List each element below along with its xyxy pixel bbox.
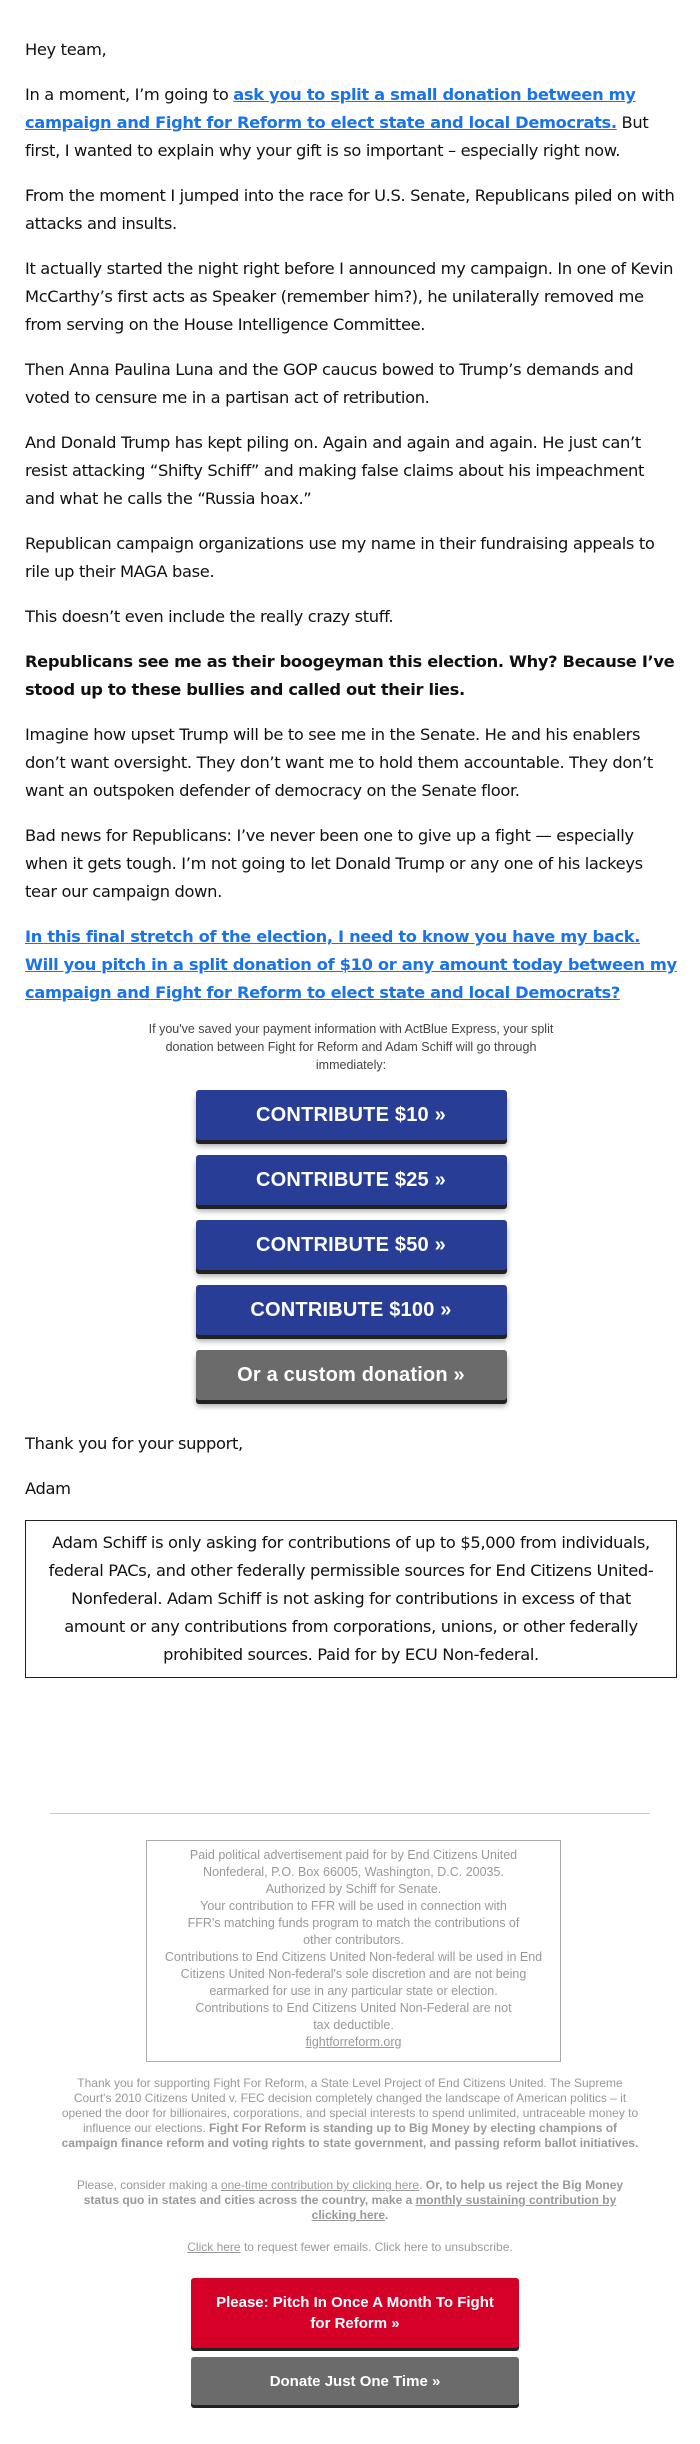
fewer-emails-link[interactable]: Click here xyxy=(187,2240,241,2254)
paragraph-intro: In a moment, I’m going to ask you to split a small donation between my campaign and Fight for Reform to elect state and local Democrats. But first, I wanted to explain why your gift is so important – especially right now. xyxy=(25,85,649,160)
signature: Adam xyxy=(25,1479,71,1498)
monthly-donation-button[interactable]: Please: Pitch In Once A Month To Fight for Reform » xyxy=(191,2278,519,2348)
signoff: Thank you for your support, xyxy=(25,1434,243,1453)
paragraph: This doesn’t even include the really crazy stuff. xyxy=(25,607,394,626)
paragraph: It actually started the night right before I announced my campaign. In one of Kevin McCarthy’s first acts as Speaker (remember him?), he unilaterally removed me from serving on the House Intelligence Committee. xyxy=(25,259,674,334)
consider-paragraph: Please, consider making a one-time contribution by clicking here. Or, to help us reject the Big Money status quo in states and cities across the country, make a monthly sustaining contribution by clicking here. xyxy=(76,2178,624,2222)
contribute-50-button[interactable]: CONTRIBUTE $50 » xyxy=(196,1220,507,1270)
about-paragraph: Thank you for supporting Fight For Reform, a State Level Project of End Citizens United. The Supreme Court's 2010 Citizens United v. FEC decision completely changed the landscape of American politics – it opened the door for billionaires, corporations, and special interests to spend unlimited, untraceable money to influence our elections. Fight For Reform is standing up to Big Money by electing champions of campaign finance reform and voting rights to state government, and passing reform ballot initiatives. xyxy=(61,2076,639,2150)
actblue-express-note: If you've saved your payment information with ActBlue Express, your split donation between Fight for Reform and Adam Schiff will go through immediately: xyxy=(148,1022,554,1072)
site-link[interactable]: fightforreform.org xyxy=(305,2035,402,2049)
unsubscribe-line: Click here to request fewer emails. Click here to unsubscribe. xyxy=(187,2240,513,2254)
paragraph: Republican campaign organizations use my name in their fundraising appeals to rile up their MAGA base. xyxy=(25,534,655,581)
one-time-contribution-link[interactable]: one-time contribution by clicking here xyxy=(220,2178,420,2192)
paragraph: And Donald Trump has kept piling on. Again and again and again. He just can’t resist attacking “Shifty Schiff” and making false claims about his impeachment and what he calls the “Russia hoax.” xyxy=(25,433,645,508)
contribute-25-button[interactable]: CONTRIBUTE $25 » xyxy=(196,1155,507,1205)
paragraph: Bad news for Republicans: I’ve never been one to give up a fight — especially when it gets tough. I’m not going to let Donald Trump or any one of his lackeys tear our campaign down. xyxy=(25,826,643,901)
divider xyxy=(50,1813,650,1814)
disclaimer-box: Adam Schiff is only asking for contributions of up to $5,000 from individuals, federal PACs, and other federally permissible sources for End Citizens United-Nonfederal. Adam Schiff is not asking for contributions in excess of that amount or any contributions from corporations, unions, or other federally prohibited sources. Paid for by ECU Non-federal. xyxy=(25,1520,677,1678)
greeting: Hey team, xyxy=(25,40,107,59)
contribute-buttons xyxy=(25,1090,677,1400)
split-donation-link[interactable]: ask you to split a small donation between my campaign and Fight for Reform to elect state and local Democrats. xyxy=(25,85,636,132)
monthly-contribution-link[interactable]: monthly sustaining contribution by clicking here xyxy=(311,2193,617,2222)
ask-donation-link[interactable]: In this final stretch of the election, I need to know you have my back. Will you pitch in a split donation of $10 or any amount today between my campaign and Fight for Reform to elect state and local Democrats? xyxy=(25,927,677,1002)
paragraph-ask xyxy=(25,923,677,1007)
legal-box: Paid political advertisement paid for by End Citizens United Nonfederal, P.O. Box 66005, Washington, D.C. 20035. Authorized by Schiff for Senate. Your contribution to FFR will be used in connection with FFR's matching funds program to match the contributions of other contributors. Contributions to End Citizens United Non-federal will be used in End Citizens United Non-federal's sole discretion and are not being earmarked for use in any particular state or election. Contributions to End Citizens United Non-Federal are not tax deductible. fightforreform.org xyxy=(146,1840,561,2062)
contribute-10-button[interactable]: CONTRIBUTE $10 » xyxy=(196,1090,507,1140)
paragraph: Then Anna Paulina Luna and the GOP caucus bowed to Trump’s demands and voted to censure me in a partisan act of retribution. xyxy=(25,360,634,407)
paragraph: From the moment I jumped into the race for U.S. Senate, Republicans piled on with attacks and insults. xyxy=(25,186,675,233)
custom-donation-button[interactable]: Or a custom donation » xyxy=(196,1350,507,1400)
paragraph: Imagine how upset Trump will be to see me in the Senate. He and his enablers don’t want oversight. They don’t want me to hold them accountable. They don’t want an outspoken defender of democracy on the Senate floor. xyxy=(25,725,653,800)
contribute-100-button[interactable]: CONTRIBUTE $100 » xyxy=(196,1285,507,1335)
one-time-donation-button[interactable]: Donate Just One Time » xyxy=(191,2357,519,2405)
paragraph-bold: Republicans see me as their boogeyman this election. Why? Because I’ve stood up to these bullies and called out their lies. xyxy=(25,652,675,699)
email-body xyxy=(25,36,677,1678)
